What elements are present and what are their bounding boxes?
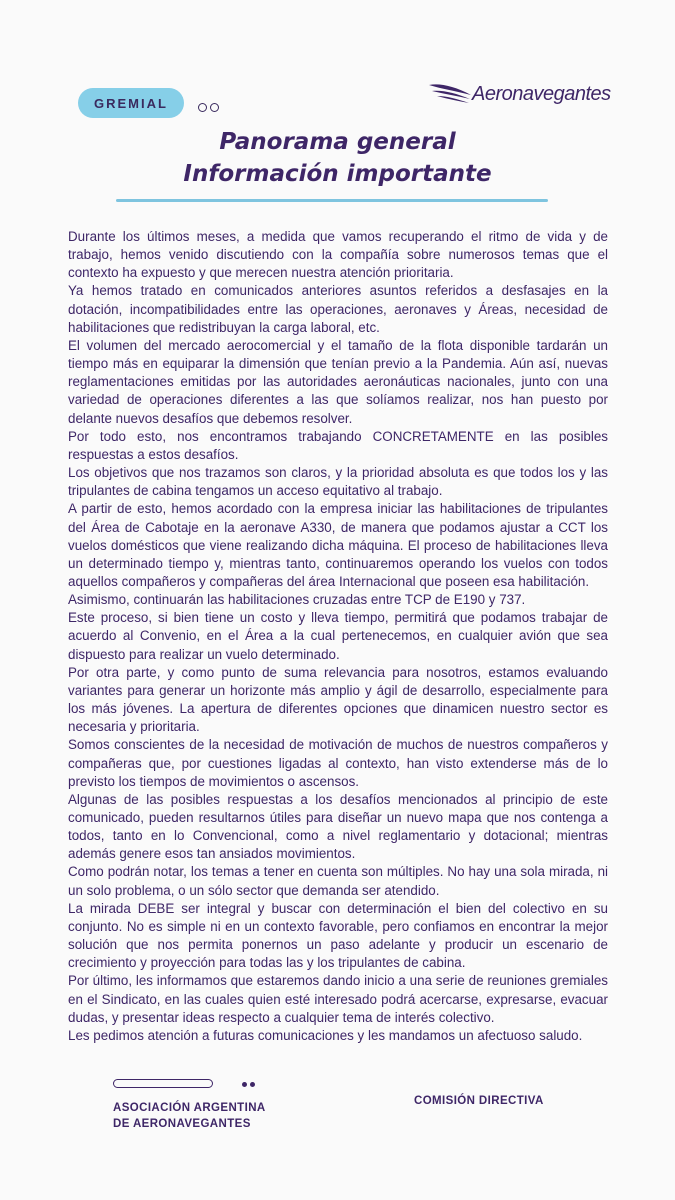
organization-line: DE AERONAVEGANTES [113, 1117, 251, 1130]
signature: COMISIÓN DIRECTIVA [414, 1095, 544, 1107]
paragraph: Por todo esto, nos encontramos trabajando CONCRETAMENTE en las posibles respuestas a estos desafíos. [68, 428, 608, 462]
paragraph: Ya hemos tratado en comunicados anteriores asuntos referidos a desfasajes en la dotación, incompatibilidades entre las operaciones, aeronaves y Áreas, necesidad de habilitaciones que redistribuyan la carga laboral, etc. [68, 283, 608, 335]
title-underline [116, 199, 548, 202]
paragraph: Durante los últimos meses, a medida que vamos recuperando el ritmo de vida y de trabajo, hemos venido discutiendo con la compañía sobre numerosos temas que el contexto ha expuesto y que merecen nuestra atención prioritaria. [68, 229, 608, 281]
paragraph: Como podrán notar, los temas a tener en cuenta son múltiples. No hay una sola mirada, ni un solo problema, o un sólo sector que demanda ser atendido. [68, 864, 608, 898]
decorative-rings [198, 103, 219, 112]
organization-name [113, 1101, 266, 1132]
paragraph: Este proceso, si bien tiene un costo y lleva tiempo, permitirá que podamos trabajar de acuerdo al Convenio, en el Área a la cual pertenecemos, en cualquier avión que sea dispuesto para realizar un vuelo determinado. [68, 610, 608, 662]
paragraph: Los objetivos que nos trazamos son claros, y la prioridad absoluta es que todos los y las tripulantes de cabina tengamos un acceso equitativo al trabajo. [68, 465, 608, 499]
paragraph: La mirada DEBE ser integral y buscar con determinación el bien del colectivo en su conjunto. No es simple ni en un contexto favorable, pero confiamos en encontrar la mejor solución que nos permita ponernos un paso adelante y producir un escenario de crecimiento y proyección para todas las y los tripulantes de cabina. [68, 900, 608, 971]
paragraph: El volumen del mercado aerocomercial y el tamaño de la flota disponible tardarán un tiempo más en equiparar la dimensión que tenían previo a la Pandemia. Aún así, nuevas reglamentaciones emitidas por las autoridades aeronáuticas nacionales, junto con una variedad de operaciones diferentes a las que solíamos realizar, nos han puesto por delante nuevos desafíos que debemos resolver. [68, 337, 608, 426]
page-title: Panorama general [219, 129, 456, 155]
ring-icon [210, 103, 219, 112]
footer-dots [242, 1082, 255, 1087]
category-badge: GREMIAL [78, 88, 184, 118]
organization-line: ASOCIACIÓN ARGENTINA [113, 1102, 266, 1114]
page-subtitle: Información importante [183, 161, 492, 187]
paragraph: Por otra parte, y como punto de suma relevancia para nosotros, estamos evaluando variantes para generar un horizonte más amplio y ágil de desarrollo, especialmente para los más jóvenes. La apertura de diferentes opciones que dinamicen nuestro sector es necesaria y prioritaria. [68, 664, 608, 735]
paragraph: Somos conscientes de la necesidad de motivación de muchos de nuestros compañeros y compañeras que, por cuestiones ligadas al contexto, han visto extenderse más de lo previsto los tiempos de movimientos o ascensos. [68, 737, 608, 789]
paragraph: Algunas de las posibles respuestas a los desafíos mencionados al principio de este comunicado, pueden resultarnos útiles para diseñar un nuevo mapa que nos contenga a todos, tanto en lo Convencional, como a nivel reglamentario y dotacional; mientras además genere esos tan ansiados movimientos. [68, 791, 608, 862]
paragraph: A partir de esto, hemos acordado con la empresa iniciar las habilitaciones de tripulantes del Área de Cabotaje en la aeronave A330, de manera que podamos ajustar a CCT los vuelos domésticos que viene realizando dicha máquina. El proceso de habilitaciones lleva un determinado tiempo y, mientras tanto, continuaremos operando los vuelos con todos aquellos compañeros y compañeras del área Internacional que poseen esa habilitación. [68, 501, 608, 589]
dot-icon [242, 1082, 247, 1087]
aeronavegantes-logo [428, 82, 611, 106]
body-text [68, 228, 608, 1045]
paragraph: Les pedimos atención a futuras comunicaciones y les mandamos un afectuoso saludo. [68, 1027, 583, 1043]
ring-icon [198, 103, 207, 112]
logo-text: Aeronavegantes [472, 82, 611, 105]
paragraph: Por último, les informamos que estaremos dando inicio a una serie de reuniones gremiales en el Sindicato, en las cuales quien esté interesado podrá acercarse, expresarse, evacuar dudas, y presentar ideas respecto a cualquier tema de interés colectivo. [68, 973, 608, 1025]
wings-icon [428, 82, 472, 106]
dot-icon [250, 1082, 255, 1087]
paragraph: Asimismo, continuarán las habilitaciones cruzadas entre TCP de E190 y 737. [68, 592, 526, 608]
footer-bar [113, 1079, 213, 1088]
